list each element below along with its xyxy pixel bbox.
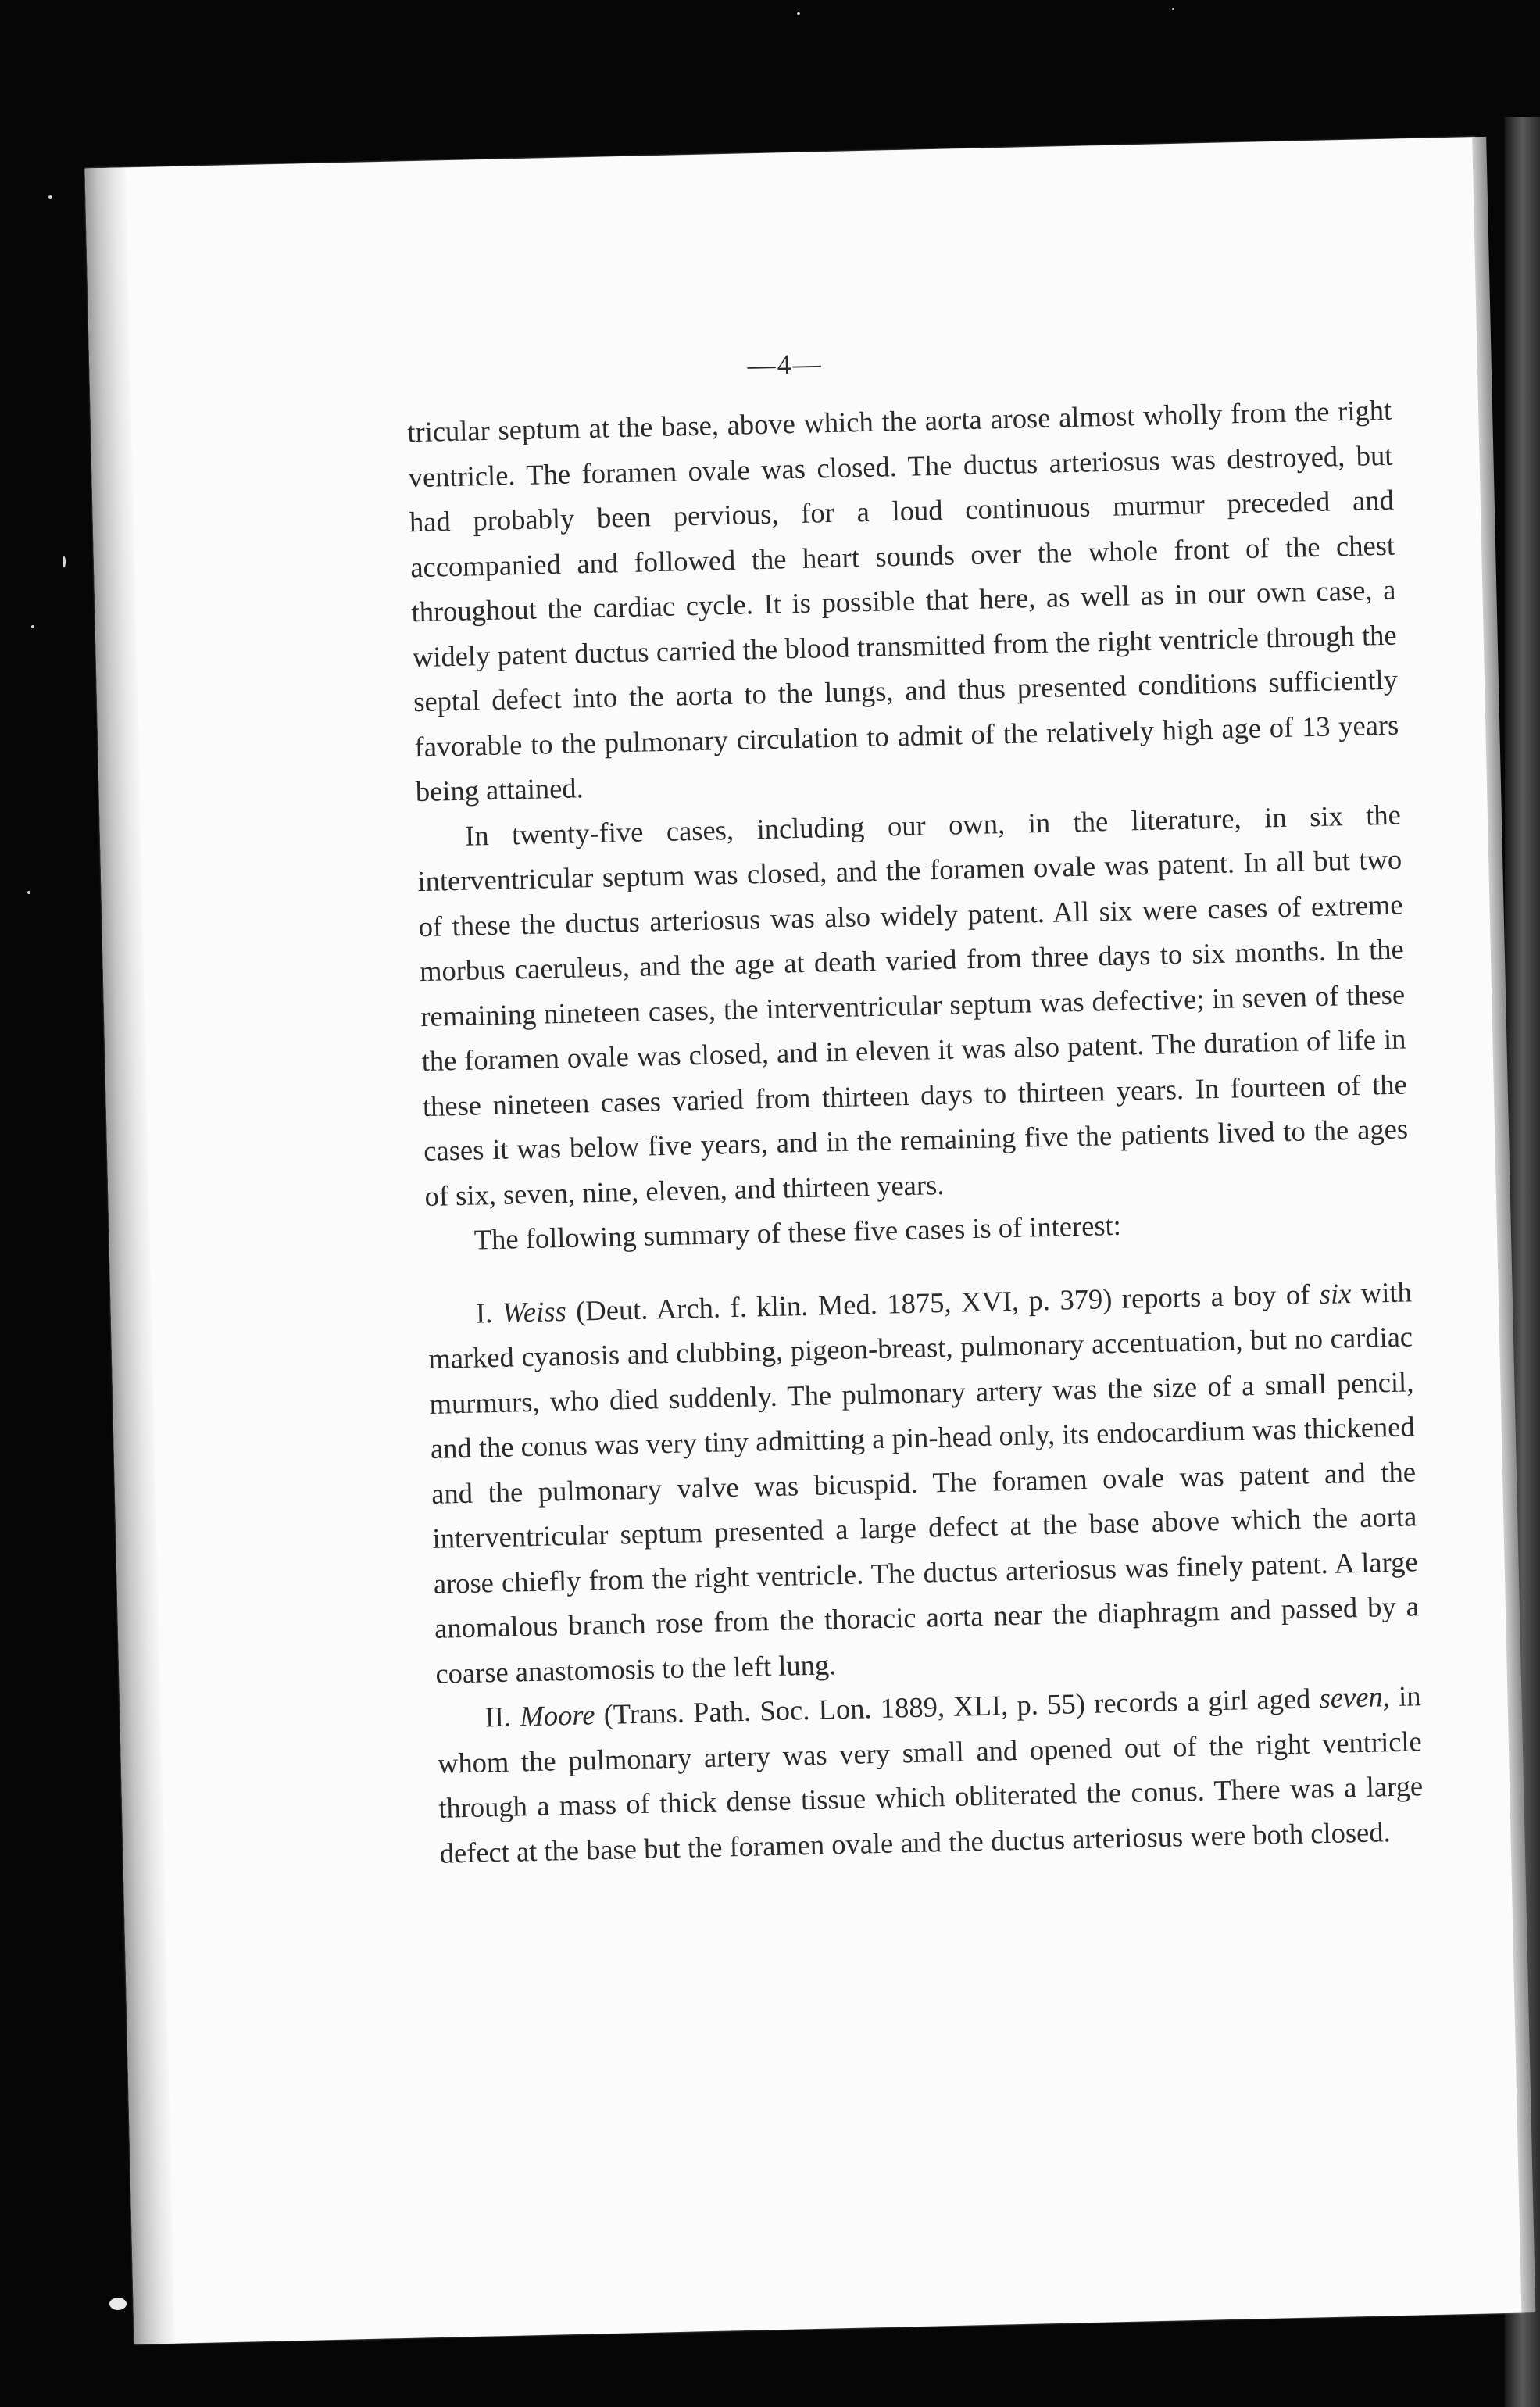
film-speck [27, 891, 30, 894]
paragraph-literature-review: In twenty-five cases, including our own, in the literature, in six the interventricular septum was closed, and the foramen ovale was patent. In all but two of these the ductus arteriosus was also widely patent. All six were cases of extreme morbus caeruleus, and the age at death varied from three days to six months. In the remaining nineteen cases, the interventricular septum was defective; in seven of these the foramen ovale was closed, and in eleven it was also patent. The duration of life in these nineteen cases varied from thirteen days to thirteen years. In fourteen of the cases it was below five years, and in the remaining five the patients lived to the ages of six, seven, nine, eleven, and thirteen years. [416, 798, 1409, 1212]
case-numeral: I. [475, 1296, 493, 1329]
paragraph-continuation: tricular septum at the base, above which the aorta arose almost wholly from the right ventricle. The foramen ovale was closed. The ductus arteriosus was destroyed, but had probably been pervious, for a loud continuous murmur preceded and accompanied and followed the heart sounds over the whole front of the chest throughout the cardiac cycle. It is possible that here, as well as in our own case, a widely patent ductus carried the blood transmitted from the right ventricle through the septal defect into the aorta to the lungs, and thus presented conditions sufficiently favorable to the pulmonary circulation to admit of the relatively high age of 13 years being attained. [406, 393, 1399, 808]
case-author: Moore [520, 1698, 595, 1733]
film-speck [109, 2298, 127, 2310]
case-author: Weiss [502, 1294, 567, 1329]
case-citation: (Deut. Arch. f. klin. Med. 1875, XVI, p. 379) [575, 1282, 1113, 1327]
film-speck [48, 195, 52, 199]
case-numeral: II. [484, 1700, 512, 1733]
body-text [407, 388, 1424, 1876]
case-text: in whom the pulmonary artery was very small and opened out of the right ventricle through a mass of thick dense tissue which obliterated the conus. There was a large defect at the base but the foramen ovale and the ductus arteriosus were both closed. [437, 1679, 1424, 1869]
film-speck [31, 625, 34, 628]
film-speck [1172, 8, 1174, 10]
case-text: records a girl aged [1093, 1682, 1311, 1719]
film-speck [63, 556, 66, 567]
case-entry-weiss [427, 1269, 1420, 1696]
film-speck [797, 12, 800, 15]
case-age: six [1319, 1276, 1352, 1310]
case-citation: (Trans. Path. Soc. Lon. 1889, XLI, p. 55) [603, 1687, 1086, 1730]
document-page [85, 137, 1525, 2344]
page-number: —4— [747, 348, 823, 381]
case-age: seven, [1319, 1680, 1391, 1715]
case-entry-moore [436, 1673, 1424, 1876]
page-binding-edge [85, 167, 175, 2344]
paragraph-summary-intro: The following summary of these five cases is of interest: [473, 1208, 1122, 1256]
case-text: with marked cyanosis and clubbing, pigeon-breast, pulmonary accentuation, but no cardiac murmurs, who died suddenly. The pulmonary artery was the size of a small pencil, and the conus was very tiny admitting a pin-head only, its endocardium was thickened and the pulmonary valve was bicuspid. The foramen ovale was patent and the interventricular septum presented a large defect at the base above which the aorta arose chiefly from the right ventricle. The ductus arteriosus was finely patent. A large anomalous branch rose from the thoracic aorta near the diaphragm and passed by a coarse anastomosis to the left lung. [427, 1275, 1420, 1690]
case-text: reports a boy of [1121, 1277, 1310, 1314]
